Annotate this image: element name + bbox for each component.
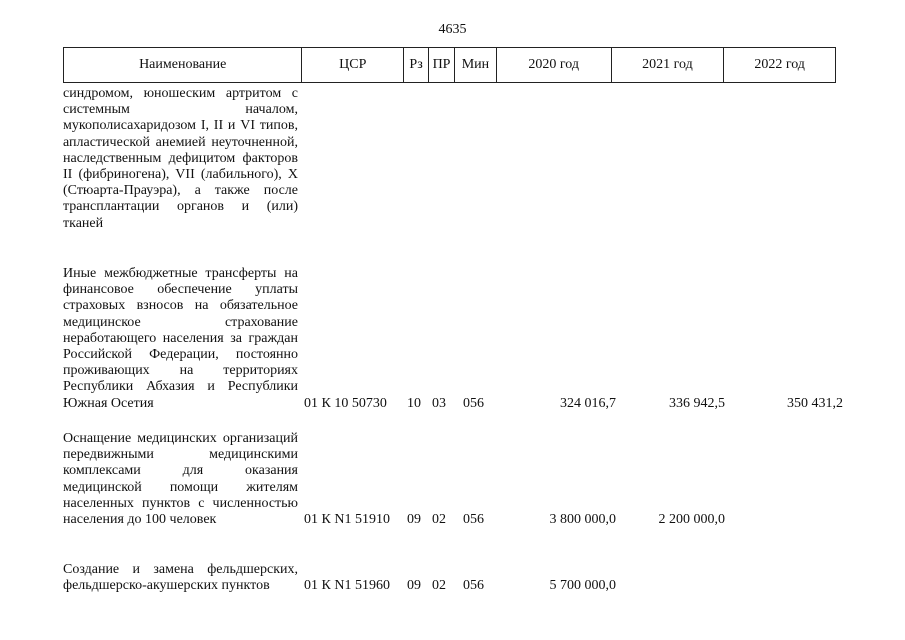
row-min: 056: [463, 395, 484, 411]
row-rz: 09: [407, 578, 421, 594]
row-csr: 01 К 10 50730: [304, 395, 387, 411]
row-pr: 03: [432, 395, 446, 411]
row-2020: 5 700 000,0: [549, 578, 616, 594]
header-pr: ПР: [429, 48, 455, 82]
row-2021: 336 942,5: [669, 395, 725, 411]
row-min: 056: [463, 578, 484, 594]
row-2022: 350 431,2: [787, 395, 843, 411]
row-2021: 2 200 000,0: [658, 512, 725, 528]
row-rz: 10: [407, 395, 421, 411]
row-min: 056: [463, 512, 484, 528]
header-2021: 2021 год: [612, 48, 725, 82]
row-description: Оснащение медицинских организаций передвижными медицинскими комплексами для оказания медицинской помощи жителям населенных пунктов с численностью населения до 100 человек: [63, 431, 298, 528]
row-description: Создание и замена фельдшерских, фельдшерско-акушерских пунктов: [63, 562, 298, 594]
row-2020: 324 016,7: [560, 395, 616, 411]
table-row: [63, 431, 843, 528]
row-description: синдромом, юношеским артритом с системным началом, мукополисахаридозом I, II и VI типов, апластической анемией неуточненной, наследственным дефицитом факторов II (фибриногена), VII (лабильного), X (Стюарта-Прауэра), а также после трансплантации органов и (или) тканей: [63, 86, 298, 231]
table-row: [63, 266, 843, 412]
row-pr: 02: [432, 512, 446, 528]
row-csr: 01 К N1 51910: [304, 512, 390, 528]
table-header: [63, 47, 836, 83]
header-rz: Рз: [404, 48, 429, 82]
row-description: Иные межбюджетные трансферты на финансовое обеспечение уплаты страховых взносов на обязательное медицинское страхование неработающего населения за граждан Российской Федерации, постоянно проживающих на территориях Республики Абхазия и Республики Южная Осетия: [63, 266, 298, 411]
table-row: [63, 562, 843, 594]
row-csr: 01 К N1 51960: [304, 578, 390, 594]
header-2022: 2022 год: [754, 57, 805, 72]
row-2020: 3 800 000,0: [549, 512, 616, 528]
header-csr: ЦСР: [302, 48, 404, 82]
row-pr: 02: [432, 578, 446, 594]
row-rz: 09: [407, 512, 421, 528]
table-row: [63, 86, 843, 232]
header-2020: 2020 год: [497, 48, 612, 82]
header-min: Мин: [455, 48, 497, 82]
header-name: Наименование: [64, 48, 302, 82]
page-number: 4635: [438, 22, 467, 37]
